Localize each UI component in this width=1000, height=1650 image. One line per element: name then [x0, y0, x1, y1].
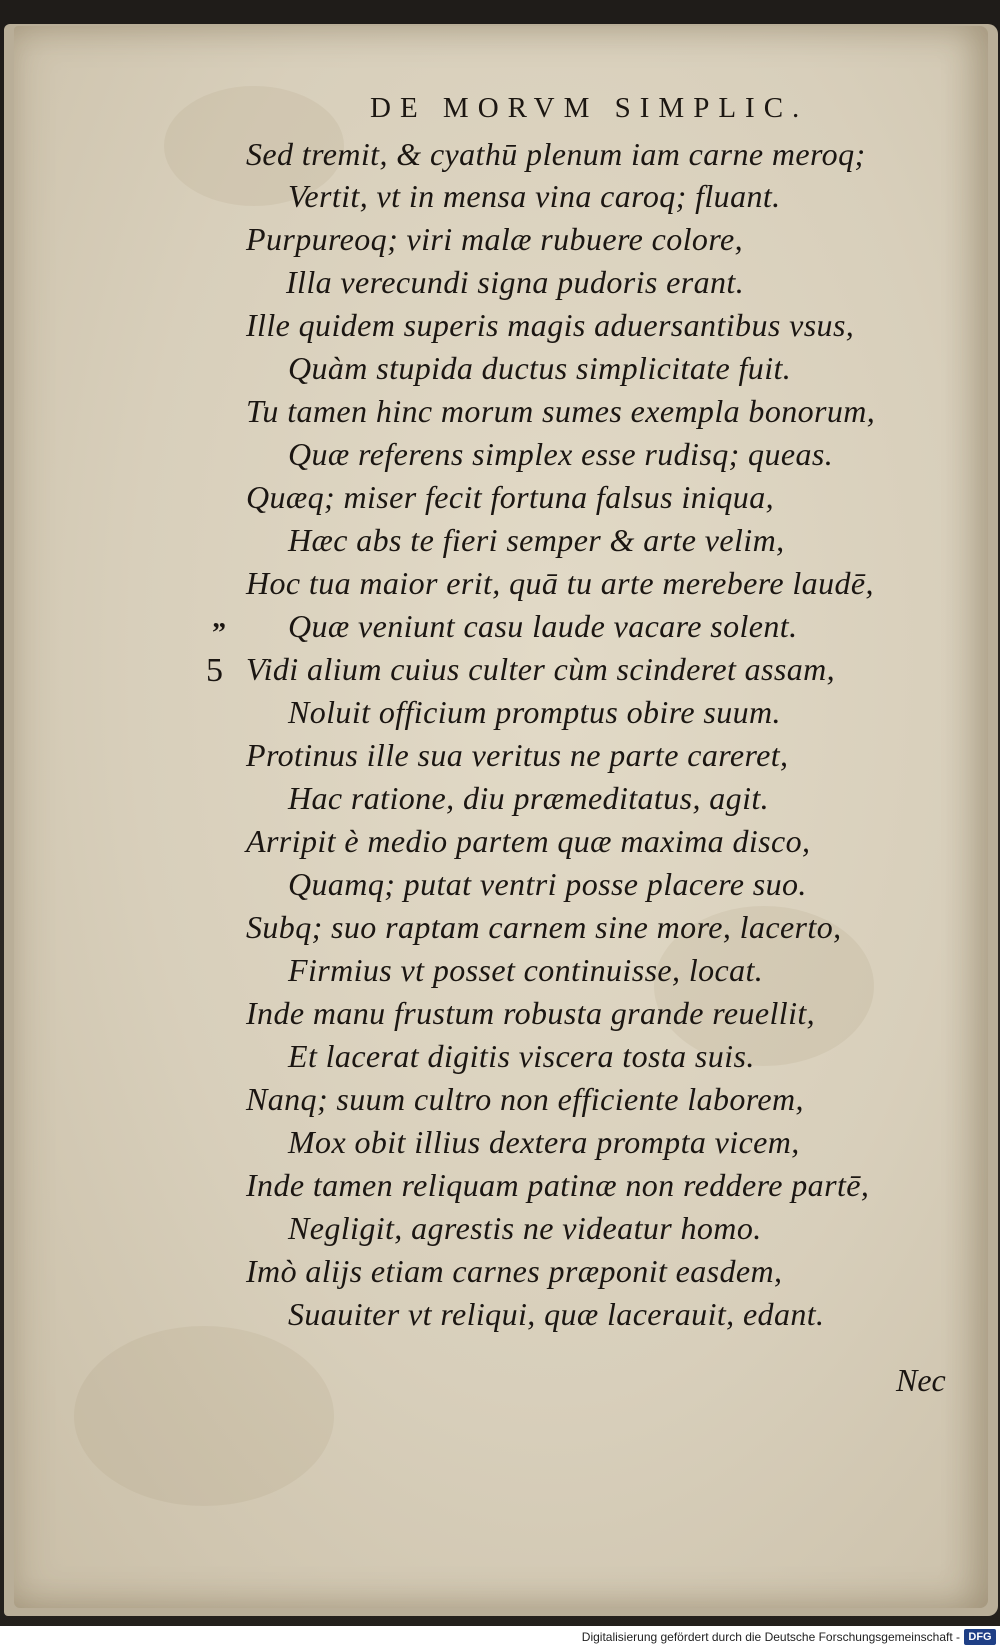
catchword: Nec: [896, 1362, 946, 1398]
verse-line: Hac ratione, diu præmeditatus, agit.: [288, 780, 770, 816]
verse-line: Inde tamen reliquam patinæ non reddere partē,: [246, 1167, 870, 1203]
margin-section-mark: 5: [206, 652, 223, 689]
verse-line: Quamq; putat ventri posse placere suo.: [288, 866, 807, 902]
verse-line: Imò alijs etiam carnes præponit easdem,: [246, 1253, 783, 1289]
verse-line: Hoc tua maior erit, quā tu arte merebere laudē,: [246, 565, 874, 601]
verse-line: Quàm stupida ductus simplicitate fuit.: [288, 350, 792, 386]
verse-line: Et lacerat digitis viscera tosta suis.: [288, 1038, 755, 1074]
verse-line: Quæ veniunt casu laude vacare solent.: [288, 608, 798, 644]
verse-line: Suauiter vt reliqui, quæ lacerauit, edant.: [288, 1296, 825, 1332]
verse-line: Mox obit illius dextera prompta vicem,: [288, 1124, 800, 1160]
verse-line: Hæc abs te fieri semper & arte velim,: [288, 522, 785, 558]
verse-line: Protinus ille sua veritus ne parte careret,: [246, 737, 789, 773]
verse-line: Vidi alium cuius culter cùm scinderet assam,: [246, 651, 836, 687]
verse-line: Purpureoq; viri malæ rubuere colore,: [246, 221, 743, 257]
margin-quote-mark: ”: [212, 618, 226, 649]
verse-line: Firmius vt posset continuisse, locat.: [288, 952, 764, 988]
verse-line: Ille quidem superis magis aduersantibus vsus,: [246, 307, 855, 343]
running-head: DE MORVM SIMPLIC.: [370, 92, 809, 124]
verse-line: Quæ referens simplex esse rudisq; queas.: [288, 436, 834, 472]
verse-line: Quæq; miser fecit fortuna falsus iniqua,: [246, 479, 774, 515]
verse-line: Inde manu frustum robusta grande reuellit,: [246, 995, 816, 1031]
verse-line: Illa verecundi signa pudoris erant.: [286, 264, 745, 300]
digitization-footer: [0, 1626, 1000, 1650]
footer-credit: Digitalisierung gefördert durch die Deutsche Forschungsgemeinschaft -: [581, 1630, 960, 1644]
verse-line: Arripit è medio partem quæ maxima disco,: [246, 823, 811, 859]
verse-line: Vertit, vt in mensa vina caroq; fluant.: [288, 178, 781, 214]
verse-line: Tu tamen hinc morum sumes exempla bonorum,: [246, 393, 876, 429]
verse-line: Negligit, agrestis ne videatur homo.: [288, 1210, 762, 1246]
verse-line: Subq; suo raptam carnem sine more, lacerto,: [246, 909, 842, 945]
verse-line: Nanq; suum cultro non efficiente laborem,: [246, 1081, 804, 1117]
verse-line: Noluit officium promptus obire suum.: [288, 694, 781, 730]
paper-stain: [74, 1326, 334, 1506]
verse-line: Sed tremit, & cyathū plenum iam carne meroq;: [246, 136, 866, 172]
dfg-logo-icon: DFG: [964, 1629, 996, 1645]
